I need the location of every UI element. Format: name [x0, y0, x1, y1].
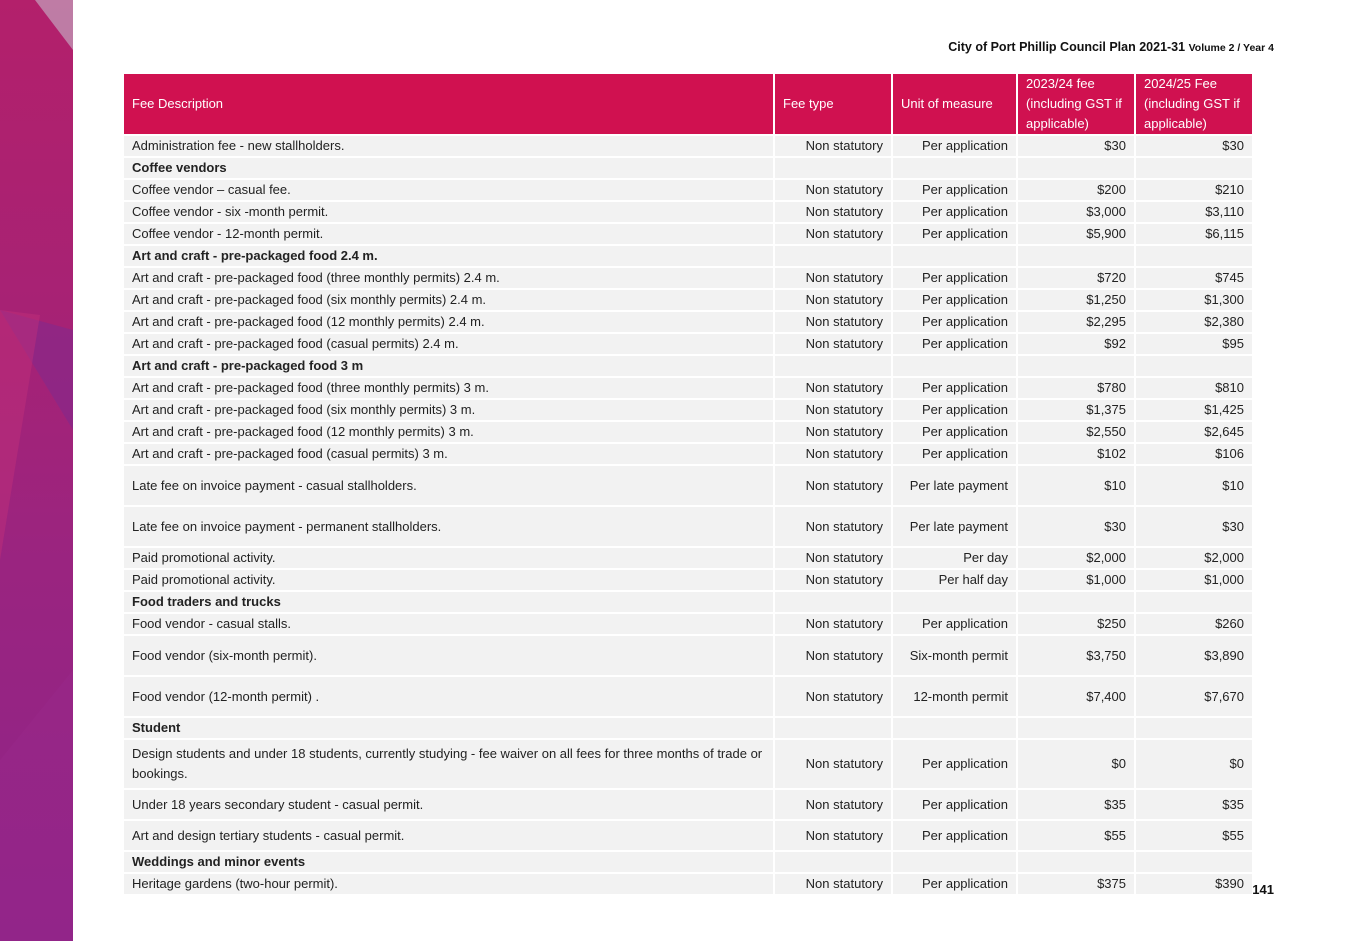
fee-description-cell: Food vendor - casual stalls. [124, 613, 774, 635]
fee-description-cell: Late fee on invoice payment - casual stallholders. [124, 465, 774, 506]
fee-description-cell: Food traders and trucks [124, 591, 774, 613]
fee-2024-25-cell [1135, 355, 1252, 377]
fee-2024-25-cell: $2,380 [1135, 311, 1252, 333]
table-row [124, 739, 1252, 789]
fee-2023-24-cell: $1,375 [1017, 399, 1135, 421]
unit-of-measure-cell: Per application [892, 789, 1017, 820]
fee-2024-25-cell: $0 [1135, 739, 1252, 789]
fee-2024-25-cell [1135, 591, 1252, 613]
table-body [124, 135, 1252, 894]
fee-description-cell: Late fee on invoice payment - permanent stallholders. [124, 506, 774, 547]
fee-description-cell: Art and craft - pre-packaged food (12 monthly permits) 2.4 m. [124, 311, 774, 333]
fee-type-cell: Non statutory [774, 873, 892, 894]
fee-type-cell: Non statutory [774, 311, 892, 333]
fee-type-cell: Non statutory [774, 820, 892, 851]
fee-2023-24-cell [1017, 851, 1135, 873]
fee-description-cell: Heritage gardens (two-hour permit). [124, 873, 774, 894]
fee-2023-24-cell: $2,550 [1017, 421, 1135, 443]
fee-2023-24-cell: $200 [1017, 179, 1135, 201]
fee-2024-25-cell: $2,645 [1135, 421, 1252, 443]
table-row [124, 289, 1252, 311]
unit-of-measure-cell: Per application [892, 267, 1017, 289]
fee-type-cell: Non statutory [774, 789, 892, 820]
fee-2023-24-cell: $2,295 [1017, 311, 1135, 333]
fee-2024-25-cell: $95 [1135, 333, 1252, 355]
column-header-unit-of-measure: Unit of measure [892, 74, 1017, 135]
decorative-side-band [0, 0, 73, 941]
column-header-fee-2023-24: 2023/24 fee (including GST if applicable) [1017, 74, 1135, 135]
unit-of-measure-cell: Per application [892, 289, 1017, 311]
unit-of-measure-cell: Per application [892, 135, 1017, 157]
fee-2023-24-cell [1017, 157, 1135, 179]
table-row [124, 377, 1252, 399]
unit-of-measure-cell: Six-month permit [892, 635, 1017, 676]
fee-description-cell: Art and craft - pre-packaged food (casual permits) 3 m. [124, 443, 774, 465]
table-row [124, 421, 1252, 443]
fee-2024-25-cell: $210 [1135, 179, 1252, 201]
fee-2024-25-cell: $30 [1135, 135, 1252, 157]
page-number: 141 [1252, 882, 1274, 897]
fee-2024-25-cell: $810 [1135, 377, 1252, 399]
fee-description-cell: Weddings and minor events [124, 851, 774, 873]
fee-2024-25-cell: $260 [1135, 613, 1252, 635]
unit-of-measure-cell: Per application [892, 377, 1017, 399]
fee-2024-25-cell [1135, 245, 1252, 267]
fee-description-cell: Art and craft - pre-packaged food 2.4 m. [124, 245, 774, 267]
fee-2024-25-cell [1135, 851, 1252, 873]
fee-description-cell: Art and craft - pre-packaged food 3 m [124, 355, 774, 377]
unit-of-measure-cell: Per application [892, 311, 1017, 333]
fee-2024-25-cell: $1,425 [1135, 399, 1252, 421]
fee-2023-24-cell: $1,250 [1017, 289, 1135, 311]
fee-2024-25-cell: $6,115 [1135, 223, 1252, 245]
table-group-row [124, 717, 1252, 739]
fee-description-cell: Art and craft - pre-packaged food (casual permits) 2.4 m. [124, 333, 774, 355]
fee-type-cell: Non statutory [774, 465, 892, 506]
fee-2023-24-cell: $720 [1017, 267, 1135, 289]
fee-description-cell: Paid promotional activity. [124, 547, 774, 569]
fee-2023-24-cell: $250 [1017, 613, 1135, 635]
column-header-fee-2024-25: 2024/25 Fee (including GST if applicable) [1135, 74, 1252, 135]
table-row [124, 443, 1252, 465]
fee-type-cell: Non statutory [774, 179, 892, 201]
fee-type-cell [774, 591, 892, 613]
fee-2024-25-cell: $3,890 [1135, 635, 1252, 676]
fee-type-cell [774, 717, 892, 739]
fee-2023-24-cell: $1,000 [1017, 569, 1135, 591]
fee-2023-24-cell: $102 [1017, 443, 1135, 465]
fee-type-cell: Non statutory [774, 613, 892, 635]
fee-type-cell: Non statutory [774, 377, 892, 399]
fee-2024-25-cell: $10 [1135, 465, 1252, 506]
fee-type-cell: Non statutory [774, 201, 892, 223]
column-header-fee-type: Fee type [774, 74, 892, 135]
fee-description-cell: Art and craft - pre-packaged food (three monthly permits) 3 m. [124, 377, 774, 399]
fee-2023-24-cell: $5,900 [1017, 223, 1135, 245]
fee-type-cell: Non statutory [774, 223, 892, 245]
table-group-row [124, 245, 1252, 267]
fee-2023-24-cell: $10 [1017, 465, 1135, 506]
fee-type-cell: Non statutory [774, 289, 892, 311]
unit-of-measure-cell: Per late payment [892, 506, 1017, 547]
unit-of-measure-cell: Per application [892, 820, 1017, 851]
table-row [124, 613, 1252, 635]
fee-description-cell: Art and design tertiary students - casual permit. [124, 820, 774, 851]
fee-type-cell: Non statutory [774, 635, 892, 676]
side-band-shapes [0, 0, 73, 941]
fee-description-cell: Design students and under 18 students, currently studying - fee waiver on all fees for three months of trade or bookings. [124, 739, 774, 789]
fee-2023-24-cell: $7,400 [1017, 676, 1135, 717]
table-row [124, 789, 1252, 820]
fee-type-cell: Non statutory [774, 569, 892, 591]
fee-2024-25-cell: $1,300 [1135, 289, 1252, 311]
table-row [124, 465, 1252, 506]
table-row [124, 179, 1252, 201]
unit-of-measure-cell: Per application [892, 873, 1017, 894]
fee-2024-25-cell: $35 [1135, 789, 1252, 820]
fee-description-cell: Food vendor (12-month permit) . [124, 676, 774, 717]
unit-of-measure-cell: Per application [892, 443, 1017, 465]
table-group-row [124, 591, 1252, 613]
fee-type-cell: Non statutory [774, 135, 892, 157]
fee-type-cell [774, 157, 892, 179]
fee-2024-25-cell: $55 [1135, 820, 1252, 851]
fee-type-cell: Non statutory [774, 547, 892, 569]
table-row [124, 267, 1252, 289]
fee-2023-24-cell: $780 [1017, 377, 1135, 399]
unit-of-measure-cell [892, 157, 1017, 179]
unit-of-measure-cell [892, 245, 1017, 267]
table-row [124, 506, 1252, 547]
fee-2023-24-cell: $55 [1017, 820, 1135, 851]
fee-2023-24-cell: $30 [1017, 506, 1135, 547]
table-row [124, 333, 1252, 355]
fee-2024-25-cell: $390 [1135, 873, 1252, 894]
unit-of-measure-cell: Per application [892, 333, 1017, 355]
unit-of-measure-cell: Per application [892, 739, 1017, 789]
fee-2024-25-cell: $7,670 [1135, 676, 1252, 717]
fee-2023-24-cell [1017, 355, 1135, 377]
fee-type-cell [774, 355, 892, 377]
fee-description-cell: Coffee vendor – casual fee. [124, 179, 774, 201]
unit-of-measure-cell [892, 591, 1017, 613]
fees-table [124, 74, 1252, 894]
fee-description-cell: Coffee vendors [124, 157, 774, 179]
fee-2023-24-cell [1017, 591, 1135, 613]
unit-of-measure-cell [892, 717, 1017, 739]
table-row [124, 399, 1252, 421]
fee-description-cell: Coffee vendor - six -month permit. [124, 201, 774, 223]
unit-of-measure-cell [892, 851, 1017, 873]
fee-2023-24-cell: $35 [1017, 789, 1135, 820]
fee-description-cell: Coffee vendor - 12-month permit. [124, 223, 774, 245]
unit-of-measure-cell: Per application [892, 613, 1017, 635]
unit-of-measure-cell: Per day [892, 547, 1017, 569]
fee-2024-25-cell: $30 [1135, 506, 1252, 547]
fee-type-cell: Non statutory [774, 267, 892, 289]
table-row [124, 569, 1252, 591]
fee-2024-25-cell [1135, 717, 1252, 739]
fee-2023-24-cell: $30 [1017, 135, 1135, 157]
fee-2023-24-cell: $3,000 [1017, 201, 1135, 223]
fee-type-cell: Non statutory [774, 676, 892, 717]
fee-description-cell: Under 18 years secondary student - casual permit. [124, 789, 774, 820]
fee-2024-25-cell [1135, 157, 1252, 179]
fee-type-cell: Non statutory [774, 506, 892, 547]
fee-2024-25-cell: $2,000 [1135, 547, 1252, 569]
fee-2023-24-cell [1017, 717, 1135, 739]
table-row [124, 547, 1252, 569]
table-group-row [124, 355, 1252, 377]
column-header-fee-description: Fee Description [124, 74, 774, 135]
fee-2023-24-cell: $3,750 [1017, 635, 1135, 676]
table-row [124, 223, 1252, 245]
table-row [124, 873, 1252, 894]
fee-description-cell: Administration fee - new stallholders. [124, 135, 774, 157]
fee-description-cell: Paid promotional activity. [124, 569, 774, 591]
unit-of-measure-cell: Per application [892, 179, 1017, 201]
unit-of-measure-cell: Per half day [892, 569, 1017, 591]
unit-of-measure-cell: Per application [892, 399, 1017, 421]
fee-description-cell: Art and craft - pre-packaged food (three monthly permits) 2.4 m. [124, 267, 774, 289]
fee-2023-24-cell: $375 [1017, 873, 1135, 894]
unit-of-measure-cell [892, 355, 1017, 377]
fee-type-cell: Non statutory [774, 421, 892, 443]
fee-type-cell: Non statutory [774, 333, 892, 355]
fee-2023-24-cell: $0 [1017, 739, 1135, 789]
fee-description-cell: Art and craft - pre-packaged food (12 monthly permits) 3 m. [124, 421, 774, 443]
fee-description-cell: Art and craft - pre-packaged food (six monthly permits) 3 m. [124, 399, 774, 421]
fee-2023-24-cell: $2,000 [1017, 547, 1135, 569]
fee-type-cell [774, 851, 892, 873]
table-header-row [124, 74, 1252, 135]
fee-2024-25-cell: $745 [1135, 267, 1252, 289]
unit-of-measure-cell: Per application [892, 223, 1017, 245]
fee-2024-25-cell: $106 [1135, 443, 1252, 465]
table-row [124, 135, 1252, 157]
fee-2023-24-cell [1017, 245, 1135, 267]
fee-description-cell: Food vendor (six-month permit). [124, 635, 774, 676]
table-group-row [124, 851, 1252, 873]
page-header [948, 40, 1274, 54]
table-row [124, 311, 1252, 333]
document-title: City of Port Phillip Council Plan 2021-31 [948, 40, 1186, 54]
table-group-row [124, 157, 1252, 179]
fee-description-cell: Art and craft - pre-packaged food (six monthly permits) 2.4 m. [124, 289, 774, 311]
fee-type-cell [774, 245, 892, 267]
unit-of-measure-cell: Per application [892, 201, 1017, 223]
fee-type-cell: Non statutory [774, 399, 892, 421]
fee-type-cell: Non statutory [774, 739, 892, 789]
table-row [124, 676, 1252, 717]
fee-2024-25-cell: $3,110 [1135, 201, 1252, 223]
unit-of-measure-cell: Per application [892, 421, 1017, 443]
fee-description-cell: Student [124, 717, 774, 739]
table-row [124, 635, 1252, 676]
unit-of-measure-cell: 12-month permit [892, 676, 1017, 717]
unit-of-measure-cell: Per late payment [892, 465, 1017, 506]
fee-type-cell: Non statutory [774, 443, 892, 465]
fee-2023-24-cell: $92 [1017, 333, 1135, 355]
fee-2024-25-cell: $1,000 [1135, 569, 1252, 591]
document-subtitle: Volume 2 / Year 4 [1188, 42, 1274, 54]
table-row [124, 201, 1252, 223]
table-row [124, 820, 1252, 851]
